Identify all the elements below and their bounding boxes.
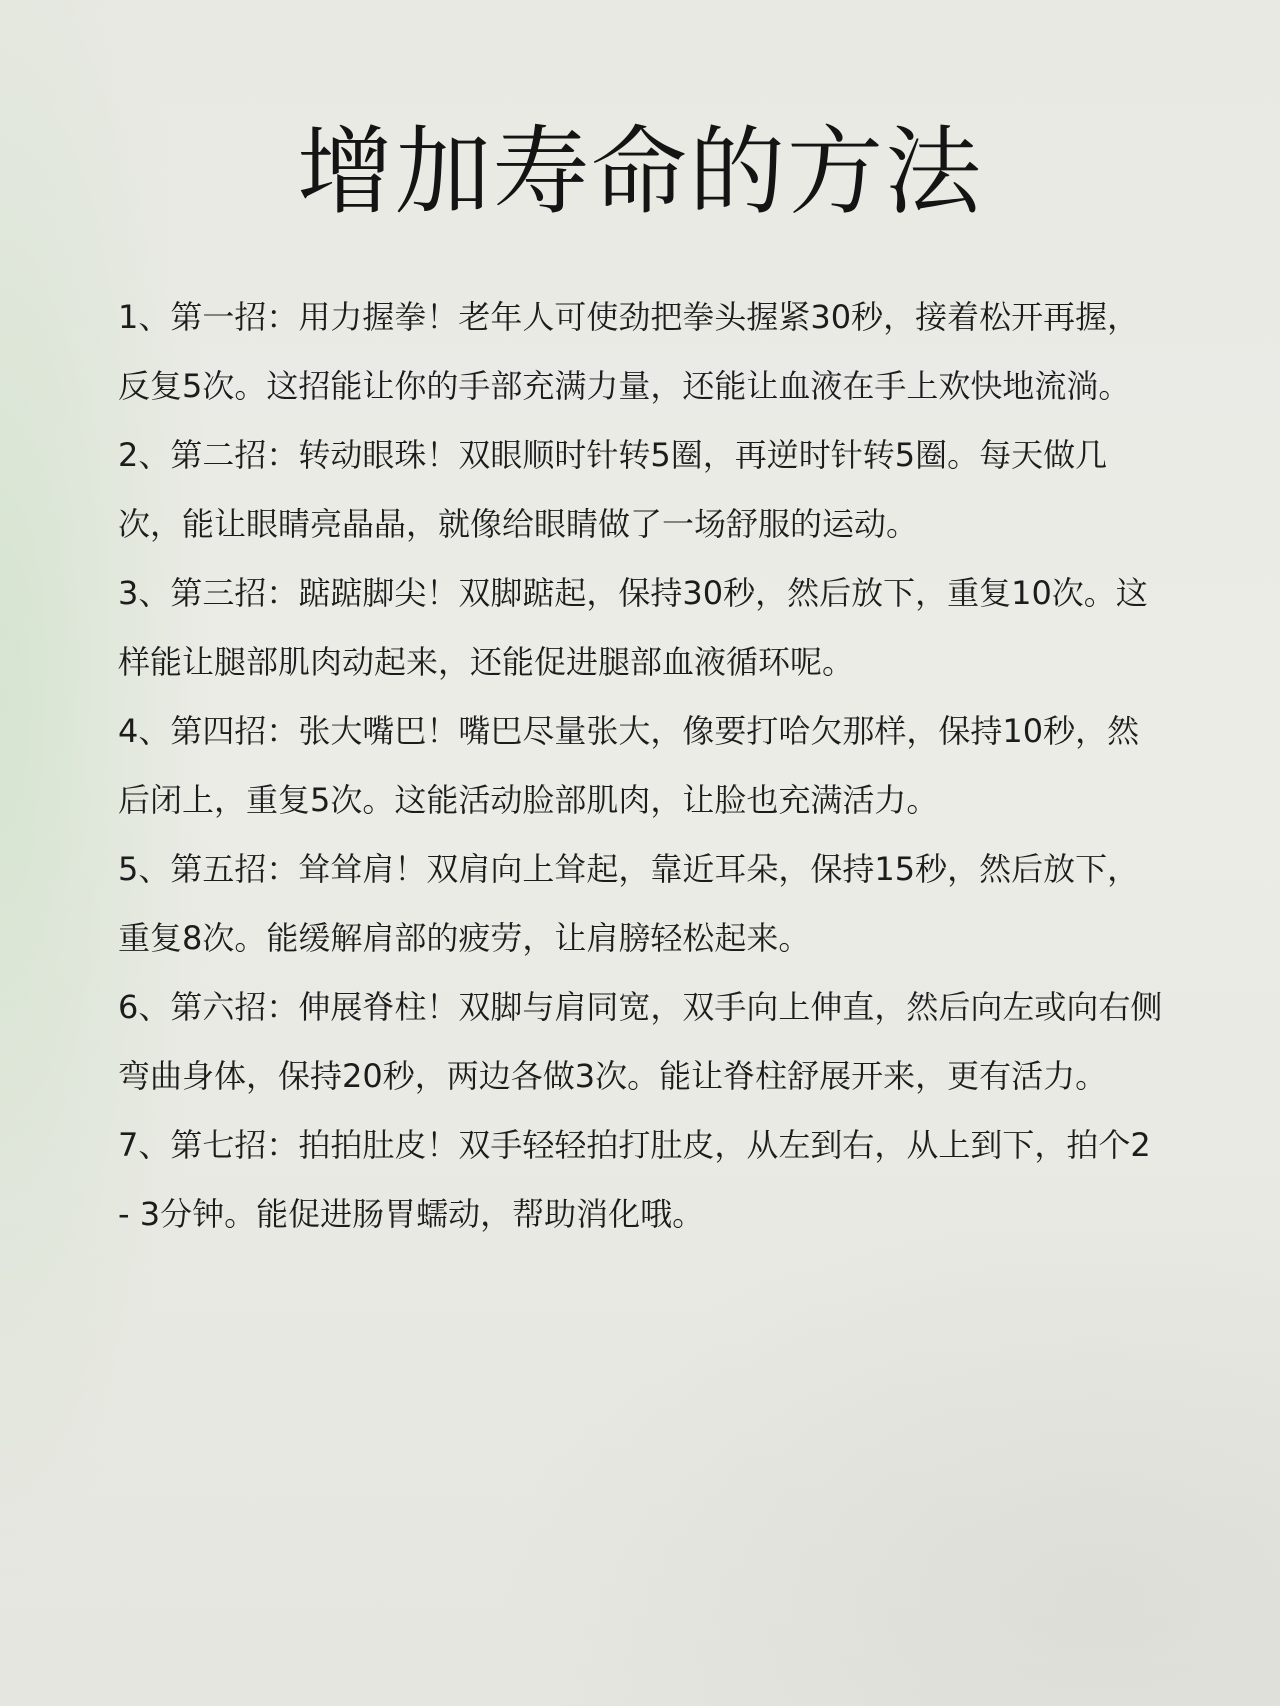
tip-item-7: 7、第七招：拍拍肚皮！双手轻轻拍打肚皮，从左到右，从上到下，拍个2 - 3分钟。能促进肠胃蠕动，帮助消化哦。 [118, 1126, 1151, 1233]
page-title: 增加寿命的方法 [297, 116, 983, 228]
tip-item-1: 1、第一招：用力握拳！老年人可使劲把拳头握紧30秒，接着松开再握，反复5次。这招能让你的手部充满力量，还能让血液在手上欢快地流淌。 [118, 298, 1140, 405]
tip-item-4: 4、第四招：张大嘴巴！嘴巴尽量张大，像要打哈欠那样，保持10秒，然后闭上，重复5次。这能活动脸部肌肉，让脸也充满活力。 [118, 712, 1140, 819]
tip-item-5: 5、第五招：耸耸肩！双肩向上耸起，靠近耳朵，保持15秒，然后放下，重复8次。能缓解肩部的疲劳，让肩膀轻松起来。 [118, 850, 1140, 957]
tip-item-2: 2、第二招：转动眼珠！双眼顺时针转5圈，再逆时针转5圈。每天做几次，能让眼睛亮晶晶，就像给眼睛做了一场舒服的运动。 [118, 436, 1108, 543]
tip-item-3: 3、第三招：踮踮脚尖！双脚踮起，保持30秒，然后放下，重复10次。这样能让腿部肌肉动起来，还能促进腿部血液循环呢。 [118, 574, 1148, 681]
tips-list [118, 283, 1163, 1249]
tip-item-6: 6、第六招：伸展脊柱！双脚与肩同宽，双手向上伸直，然后向左或向右侧弯曲身体，保持20秒，两边各做3次。能让脊柱舒展开来，更有活力。 [118, 988, 1163, 1095]
